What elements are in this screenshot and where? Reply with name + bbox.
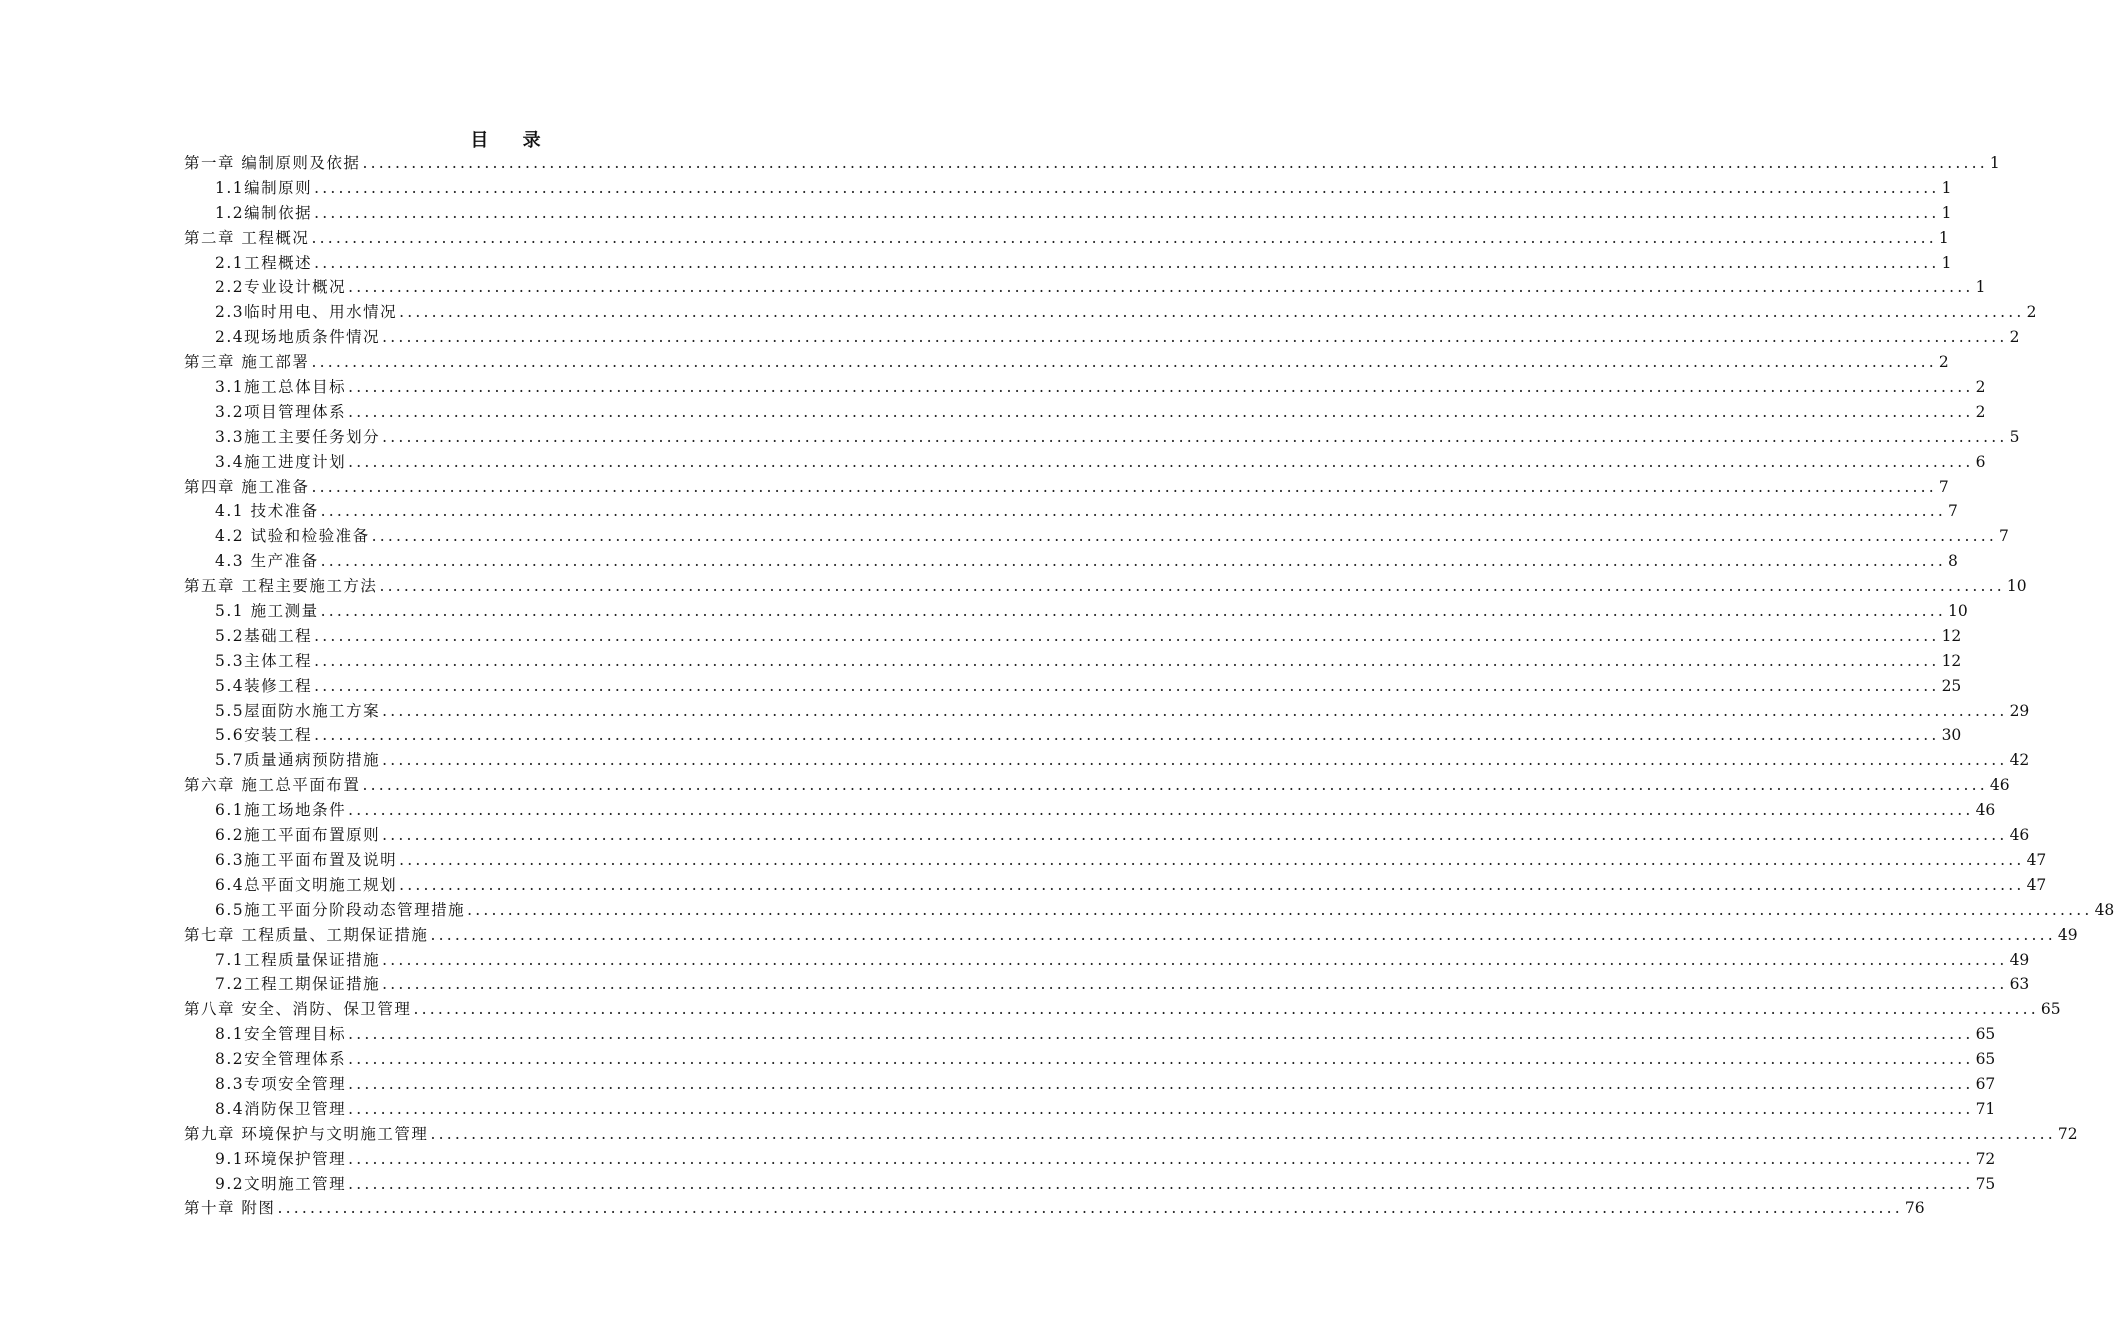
toc-dot-leader: ........................................................................................................................................................................................................ xyxy=(348,1050,1974,1069)
toc-entry-label: 1.2编制依据 xyxy=(215,203,313,222)
toc-section-entry[interactable] xyxy=(184,275,1986,300)
toc-entry-label: 6.3施工平面布置及说明 xyxy=(215,850,398,869)
toc-entry-label: 第二章 工程概况 xyxy=(184,228,310,247)
toc-entry-label: 6.4总平面文明施工规划 xyxy=(215,875,398,894)
toc-section-entry[interactable] xyxy=(184,948,2030,973)
toc-entry-label: 5.5屋面防水施工方案 xyxy=(215,701,381,720)
toc-page-number: 1 xyxy=(1941,178,1952,197)
toc-section-entry[interactable] xyxy=(184,848,2047,873)
toc-entry-label: 第九章 环境保护与文明施工管理 xyxy=(184,1124,429,1143)
toc-page-number: 67 xyxy=(1975,1074,1996,1093)
toc-page-number: 72 xyxy=(1975,1149,1996,1168)
toc-page-number: 49 xyxy=(2057,925,2078,944)
toc-page-number: 48 xyxy=(2094,900,2114,919)
toc-page-number: 1 xyxy=(1941,203,1952,222)
toc-dot-leader: ........................................................................................................................................................................................................ xyxy=(362,154,1988,172)
toc-page-number: 25 xyxy=(1941,676,1962,695)
toc-dot-leader: ........................................................................................................................................................................................................ xyxy=(348,1025,1974,1044)
toc-section-entry[interactable] xyxy=(184,1172,1996,1197)
toc-dot-leader: ........................................................................................................................................................................................................ xyxy=(382,950,2008,969)
toc-section-entry[interactable] xyxy=(184,748,2030,773)
toc-section-entry[interactable] xyxy=(184,624,1962,649)
toc-dot-leader: ........................................................................................................................................................................................................ xyxy=(314,178,1940,197)
toc-dot-leader: ........................................................................................................................................................................................................ xyxy=(362,776,1988,795)
toc-section-entry[interactable] xyxy=(184,1072,1996,1097)
toc-entry-label: 5.1 施工测量 xyxy=(215,602,319,621)
toc-dot-leader: ........................................................................................................................................................................................................ xyxy=(430,1124,2056,1143)
toc-section-entry[interactable] xyxy=(184,499,1958,524)
toc-section-entry[interactable] xyxy=(184,823,2030,848)
toc-section-entry[interactable] xyxy=(184,674,1962,699)
toc-page-number: 8 xyxy=(1947,552,1958,571)
toc-page-number: 10 xyxy=(2006,577,2027,596)
toc-chapter-entry[interactable] xyxy=(184,574,2027,599)
toc-chapter-entry[interactable] xyxy=(184,773,2010,798)
toc-dot-leader: ........................................................................................................................................................................................................ xyxy=(314,726,1940,745)
toc-entry-label: 6.5施工平面分阶段动态管理措施 xyxy=(215,900,466,919)
toc-page-number: 65 xyxy=(1975,1050,1996,1069)
toc-section-entry[interactable] xyxy=(184,400,1986,425)
toc-page-number: 63 xyxy=(2009,975,2030,994)
toc-entry-label: 第八章 安全、消防、保卫管理 xyxy=(184,1000,412,1019)
toc-section-entry[interactable] xyxy=(184,873,2047,898)
toc-entry-label: 3.3施工主要任务划分 xyxy=(215,427,381,446)
toc-dot-leader: ........................................................................................................................................................................................................ xyxy=(311,477,1937,496)
toc-page-number: 65 xyxy=(2040,1000,2061,1019)
toc-entry-label: 5.3主体工程 xyxy=(215,651,313,670)
toc-chapter-entry[interactable] xyxy=(184,1196,1925,1221)
toc-dot-leader: ........................................................................................................................................................................................................ xyxy=(371,527,1997,546)
toc-dot-leader: ........................................................................................................................................................................................................ xyxy=(320,602,1946,621)
toc-section-entry[interactable] xyxy=(184,425,2020,450)
toc-section-entry[interactable] xyxy=(184,1147,1996,1172)
toc-page-number: 47 xyxy=(2026,850,2047,869)
toc-dot-leader: ........................................................................................................................................................................................................ xyxy=(348,278,1974,297)
toc-entry-label: 9.2文明施工管理 xyxy=(215,1174,347,1193)
toc-page-number: 42 xyxy=(2009,751,2030,770)
toc-entry-label: 4.3 生产准备 xyxy=(215,552,319,571)
toc-dot-leader: ........................................................................................................................................................................................................ xyxy=(382,826,2008,845)
toc-entry-label: 3.1施工总体目标 xyxy=(215,378,347,397)
toc-page-number: 10 xyxy=(1947,602,1968,621)
toc-dot-leader: ........................................................................................................................................................................................................ xyxy=(314,253,1940,272)
toc-section-entry[interactable] xyxy=(184,699,2030,724)
toc-dot-leader: ........................................................................................................................................................................................................ xyxy=(311,228,1937,247)
toc-chapter-entry[interactable] xyxy=(184,151,2000,176)
toc-dot-leader: ........................................................................................................................................................................................................ xyxy=(348,1074,1974,1093)
toc-dot-leader: ........................................................................................................................................................................................................ xyxy=(379,577,2005,596)
toc-entry-label: 8.1安全管理目标 xyxy=(215,1025,347,1044)
toc-entry-label: 5.6安装工程 xyxy=(215,726,313,745)
toc-page-number: 12 xyxy=(1941,651,1962,670)
toc-chapter-entry[interactable] xyxy=(184,350,1949,375)
toc-title: 目 录 xyxy=(470,130,555,151)
toc-entry-label: 2.3临时用电、用水情况 xyxy=(215,303,398,322)
toc-page-number: 2 xyxy=(1938,353,1949,372)
toc-dot-leader: ........................................................................................................................................................................................................ xyxy=(382,701,2008,720)
toc-section-entry[interactable] xyxy=(184,300,2037,325)
toc-section-entry[interactable] xyxy=(184,649,1962,674)
toc-section-entry[interactable] xyxy=(184,201,1952,226)
toc-dot-leader: ........................................................................................................................................................................................................ xyxy=(399,850,2025,869)
toc-entry-label: 7.1工程质量保证措施 xyxy=(215,950,381,969)
toc-page-number: 12 xyxy=(1941,626,1962,645)
toc-page-number: 46 xyxy=(2009,826,2030,845)
toc-section-entry[interactable] xyxy=(184,972,2030,997)
toc-dot-leader: ........................................................................................................................................................................................................ xyxy=(348,801,1974,820)
toc-page-number: 72 xyxy=(2057,1124,2078,1143)
toc-page-number: 30 xyxy=(1941,726,1962,745)
toc-entry-label: 4.2 试验和检验准备 xyxy=(215,527,370,546)
toc-page-number: 1 xyxy=(1975,278,1986,297)
toc-page-number: 5 xyxy=(2009,427,2020,446)
toc-section-entry[interactable] xyxy=(184,450,1986,475)
toc-page-number: 2 xyxy=(2009,328,2020,347)
toc-dot-leader: ........................................................................................................................................................................................................ xyxy=(314,651,1940,670)
toc-dot-leader: ........................................................................................................................................................................................................ xyxy=(348,378,1974,397)
toc-page-number: 71 xyxy=(1975,1099,1996,1118)
toc-section-entry[interactable] xyxy=(184,798,1996,823)
toc-entry-label: 1.1编制原则 xyxy=(215,178,313,197)
toc-chapter-entry[interactable] xyxy=(184,923,2078,948)
toc-section-entry[interactable] xyxy=(184,549,1958,574)
toc-dot-leader: ........................................................................................................................................................................................................ xyxy=(382,328,2008,347)
toc-entry-label: 8.3专项安全管理 xyxy=(215,1074,347,1093)
toc-section-entry[interactable] xyxy=(184,251,1952,276)
toc-entry-label: 5.7质量通病预防措施 xyxy=(215,751,381,770)
toc-entry-label: 第三章 施工部署 xyxy=(184,353,310,372)
toc-page-number: 75 xyxy=(1975,1174,1996,1193)
toc-entry-label: 6.2施工平面布置原则 xyxy=(215,826,381,845)
toc-chapter-entry[interactable] xyxy=(184,475,1949,500)
toc-entry-label: 6.1施工场地条件 xyxy=(215,801,347,820)
toc-section-entry[interactable] xyxy=(184,1047,1996,1072)
toc-page-number: 2 xyxy=(2026,303,2037,322)
toc-dot-leader: ........................................................................................................................................................................................................ xyxy=(382,427,2008,446)
toc-dot-leader: ........................................................................................................................................................................................................ xyxy=(430,925,2056,944)
toc-entry-label: 3.4施工进度计划 xyxy=(215,452,347,471)
toc-page-number: 7 xyxy=(1947,502,1958,521)
toc-dot-leader: ........................................................................................................................................................................................................ xyxy=(314,203,1940,222)
toc-dot-leader: ........................................................................................................................................................................................................ xyxy=(382,751,2008,770)
toc-entry-label: 5.4装修工程 xyxy=(215,676,313,695)
toc-dot-leader: ........................................................................................................................................................................................................ xyxy=(467,900,2093,919)
toc-page-number: 65 xyxy=(1975,1025,1996,1044)
toc-dot-leader: ........................................................................................................................................................................................................ xyxy=(413,1000,2039,1019)
toc-entry-label: 第五章 工程主要施工方法 xyxy=(184,577,378,596)
toc-dot-leader: ........................................................................................................................................................................................................ xyxy=(314,626,1940,645)
toc-section-entry[interactable] xyxy=(184,1097,1996,1122)
toc-page-number: 6 xyxy=(1975,452,1986,471)
toc-dot-leader: ........................................................................................................................................................................................................ xyxy=(348,1099,1974,1118)
toc-page-number: 29 xyxy=(2009,701,2030,720)
toc-page-number: 76 xyxy=(1904,1199,1925,1218)
toc-entry-label: 3.2项目管理体系 xyxy=(215,402,347,421)
toc-dot-leader: ........................................................................................................................................................................................................ xyxy=(311,353,1937,372)
toc-entry-label: 第六章 施工总平面布置 xyxy=(184,776,361,795)
toc-dot-leader: ........................................................................................................................................................................................................ xyxy=(348,452,1974,471)
toc-page-number: 1 xyxy=(1938,228,1949,247)
toc-section-entry[interactable] xyxy=(184,1022,1996,1047)
toc-dot-leader: ........................................................................................................................................................................................................ xyxy=(320,552,1946,571)
toc-page-number: 46 xyxy=(1975,801,1996,820)
toc-entry-label: 第四章 施工准备 xyxy=(184,477,310,496)
toc-chapter-entry[interactable] xyxy=(184,997,2061,1022)
toc-entry-label: 第七章 工程质量、工期保证措施 xyxy=(184,925,429,944)
toc-page-number: 49 xyxy=(2009,950,2030,969)
toc-dot-leader: ........................................................................................................................................................................................................ xyxy=(399,875,2025,894)
toc-page-number: 2 xyxy=(1975,378,1986,397)
toc-page-number: 1 xyxy=(1941,253,1952,272)
toc-entry-label: 2.4现场地质条件情况 xyxy=(215,328,381,347)
toc-dot-leader: ........................................................................................................................................................................................................ xyxy=(348,1174,1974,1193)
toc-entry-label: 8.4消防保卫管理 xyxy=(215,1099,347,1118)
toc-dot-leader: ........................................................................................................................................................................................................ xyxy=(348,402,1974,421)
toc-dot-leader: ........................................................................................................................................................................................................ xyxy=(348,1149,1974,1168)
table-of-contents xyxy=(184,151,2114,1221)
toc-section-entry[interactable] xyxy=(184,325,2020,350)
toc-chapter-entry[interactable] xyxy=(184,226,1949,251)
toc-dot-leader: ........................................................................................................................................................................................................ xyxy=(314,676,1940,695)
toc-entry-label: 9.1环境保护管理 xyxy=(215,1149,347,1168)
toc-dot-leader: ........................................................................................................................................................................................................ xyxy=(382,975,2008,994)
toc-page-number: 2 xyxy=(1975,402,1986,421)
toc-dot-leader: ........................................................................................................................................................................................................ xyxy=(277,1199,1903,1218)
toc-page-number: 46 xyxy=(1989,776,2010,795)
toc-dot-leader: ........................................................................................................................................................................................................ xyxy=(399,303,2025,322)
toc-entry-label: 第一章 编制原则及依据 xyxy=(184,154,361,172)
toc-chapter-entry[interactable] xyxy=(184,1122,2078,1147)
toc-page-number: 1 xyxy=(1989,154,2000,172)
toc-section-entry[interactable] xyxy=(184,599,1968,624)
toc-section-entry[interactable] xyxy=(184,898,2114,923)
toc-entry-label: 2.2专业设计概况 xyxy=(215,278,347,297)
toc-entry-label: 5.2基础工程 xyxy=(215,626,313,645)
toc-section-entry[interactable] xyxy=(184,176,1952,201)
toc-page-number: 7 xyxy=(1938,477,1949,496)
toc-entry-label: 7.2工程工期保证措施 xyxy=(215,975,381,994)
toc-entry-label: 8.2安全管理体系 xyxy=(215,1050,347,1069)
toc-page-number: 7 xyxy=(1998,527,2009,546)
toc-entry-label: 4.1 技术准备 xyxy=(215,502,319,521)
toc-page-number: 47 xyxy=(2026,875,2047,894)
toc-section-entry[interactable] xyxy=(184,375,1986,400)
toc-dot-leader: ........................................................................................................................................................................................................ xyxy=(320,502,1946,521)
toc-entry-label: 2.1工程概述 xyxy=(215,253,313,272)
toc-section-entry[interactable] xyxy=(184,524,2009,549)
toc-section-entry[interactable] xyxy=(184,723,1962,748)
toc-entry-label: 第十章 附图 xyxy=(184,1199,276,1218)
